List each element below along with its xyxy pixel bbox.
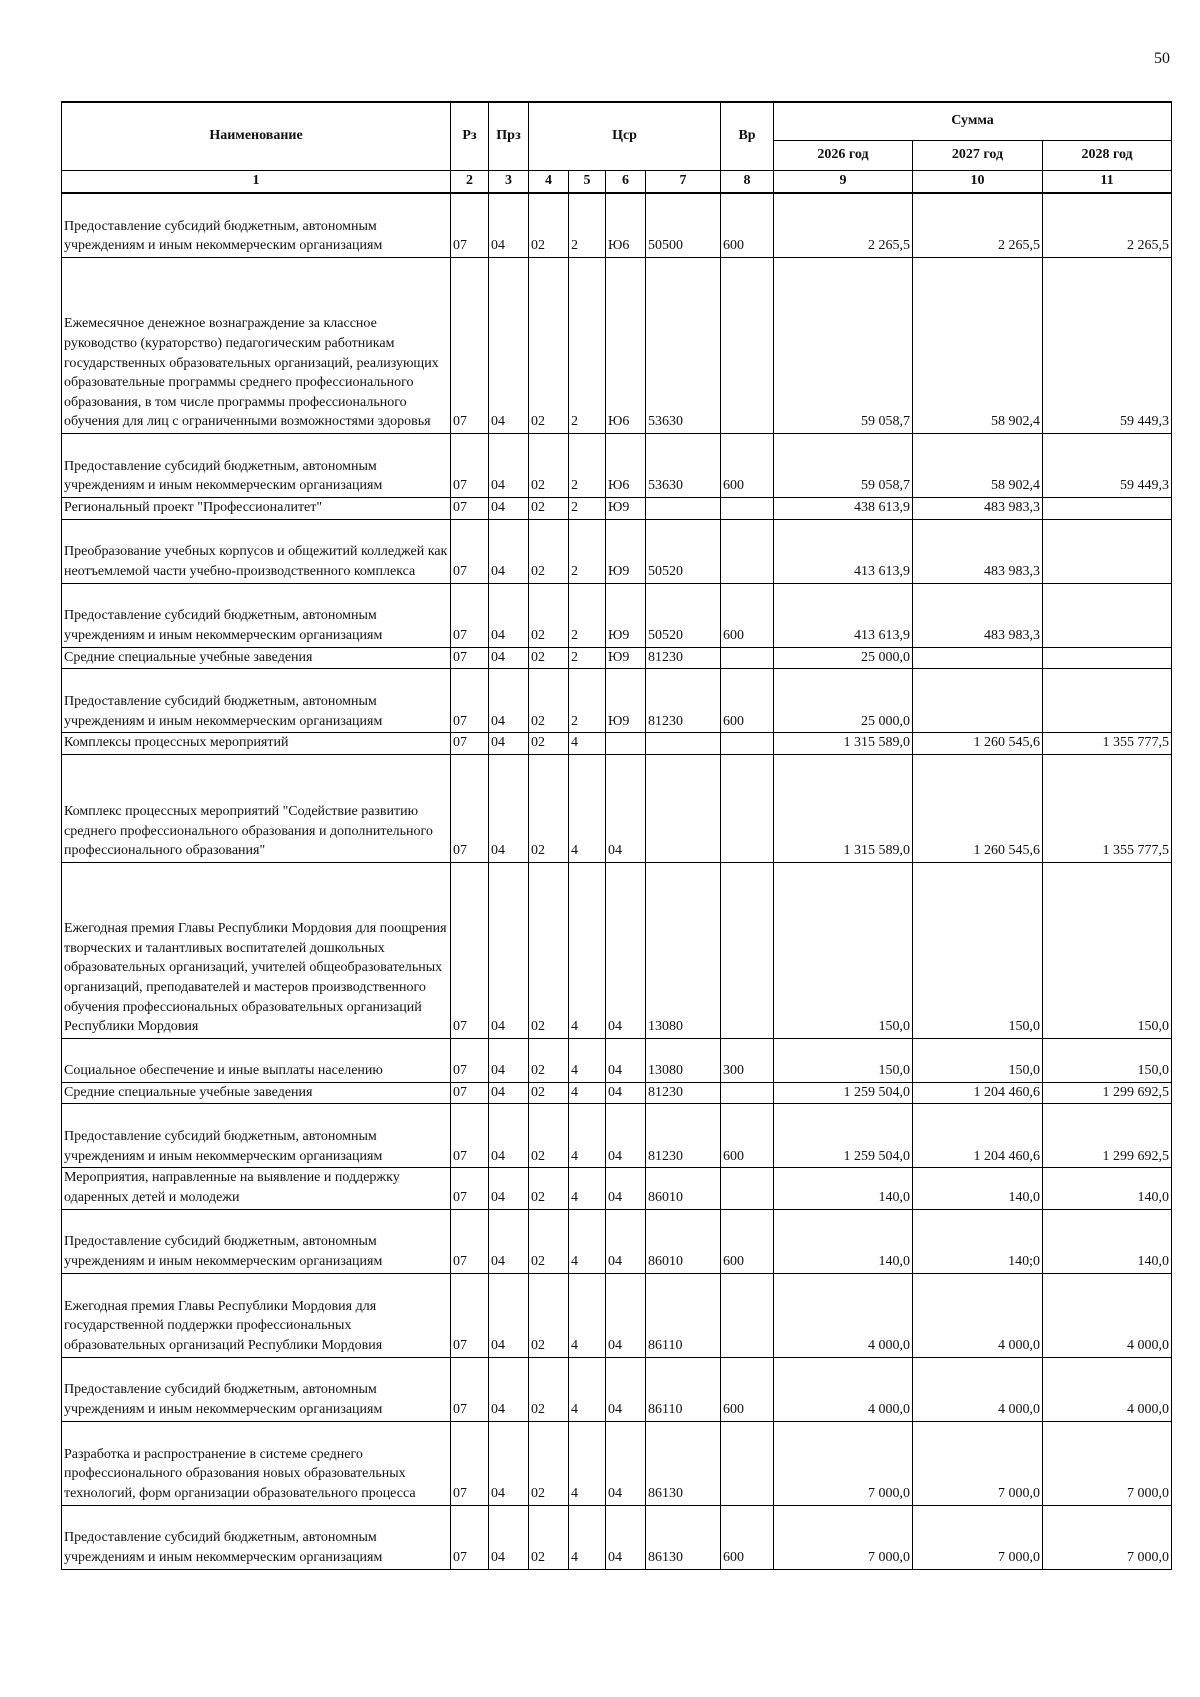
row-csr-direction: 86130 [646, 1421, 721, 1505]
table-row [62, 1273, 1172, 1357]
row-rz: 07 [451, 434, 489, 498]
row-sum-2026: 25 000,0 [774, 669, 913, 733]
header-vr: Вр [721, 102, 774, 170]
page-number: 50 [1154, 50, 1170, 67]
row-prz: 04 [489, 862, 529, 1038]
row-prz: 04 [489, 583, 529, 647]
row-sum-2028 [1043, 669, 1172, 733]
row-csr-type: 4 [569, 1505, 606, 1569]
row-vr: 600 [721, 1104, 774, 1168]
row-name: Предоставление субсидий бюджетным, автономным учреждениям и иным некоммерческим организациям [62, 434, 451, 498]
row-csr-program: 02 [529, 1104, 569, 1168]
row-prz: 04 [489, 1357, 529, 1421]
row-sum-2028: 1 355 777,5 [1043, 733, 1172, 755]
row-csr-type: 4 [569, 754, 606, 862]
row-sum-2026: 150,0 [774, 1038, 913, 1082]
row-vr [721, 1082, 774, 1104]
row-csr-program: 02 [529, 1209, 569, 1273]
row-csr-program: 02 [529, 669, 569, 733]
row-sum-2026: 150,0 [774, 862, 913, 1038]
row-sum-2026: 413 613,9 [774, 519, 913, 583]
row-csr-program: 02 [529, 733, 569, 755]
row-sum-2028: 1 299 692,5 [1043, 1104, 1172, 1168]
row-csr-type: 4 [569, 733, 606, 755]
row-name: Предоставление субсидий бюджетным, автономным учреждениям и иным некоммерческим организациям [62, 1209, 451, 1273]
row-csr-type: 2 [569, 193, 606, 258]
header-csr: Цср [529, 102, 721, 170]
row-sum-2027: 7 000,0 [913, 1421, 1043, 1505]
row-csr-project: 04 [606, 1168, 646, 1209]
row-csr-program: 02 [529, 1421, 569, 1505]
row-vr: 600 [721, 1505, 774, 1569]
row-sum-2028: 7 000,0 [1043, 1421, 1172, 1505]
row-csr-project [606, 733, 646, 755]
budget-table [61, 101, 1172, 1570]
row-csr-program: 02 [529, 754, 569, 862]
row-csr-type: 4 [569, 862, 606, 1038]
row-name: Преобразование учебных корпусов и общежитий колледжей как неотъемлемой части учебно-производственного комплекса [62, 519, 451, 583]
table-row [62, 258, 1172, 434]
table-row [62, 193, 1172, 258]
row-name: Социальное обеспечение и иные выплаты населению [62, 1038, 451, 1082]
row-sum-2026: 413 613,9 [774, 583, 913, 647]
row-rz: 07 [451, 1104, 489, 1168]
row-prz: 04 [489, 754, 529, 862]
row-csr-program: 02 [529, 258, 569, 434]
row-sum-2027: 1 204 460,6 [913, 1104, 1043, 1168]
row-sum-2026: 140,0 [774, 1209, 913, 1273]
row-csr-project: Ю6 [606, 258, 646, 434]
row-csr-direction: 53630 [646, 434, 721, 498]
header-year-2026: 2026 год [774, 140, 913, 170]
row-sum-2027: 140,0 [913, 1168, 1043, 1209]
column-number: 7 [646, 170, 721, 193]
row-vr [721, 1168, 774, 1209]
row-sum-2027: 1 260 545,6 [913, 754, 1043, 862]
row-csr-project: 04 [606, 1273, 646, 1357]
row-vr [721, 498, 774, 520]
row-rz: 07 [451, 754, 489, 862]
row-rz: 07 [451, 669, 489, 733]
row-vr [721, 647, 774, 669]
column-number: 1 [62, 170, 451, 193]
row-csr-project: 04 [606, 1421, 646, 1505]
table-row [62, 1421, 1172, 1505]
row-sum-2027: 1 204 460,6 [913, 1082, 1043, 1104]
row-sum-2028 [1043, 498, 1172, 520]
row-sum-2027: 58 902,4 [913, 434, 1043, 498]
row-csr-direction [646, 498, 721, 520]
row-name: Предоставление субсидий бюджетным, автономным учреждениям и иным некоммерческим организациям [62, 669, 451, 733]
row-vr: 600 [721, 583, 774, 647]
column-number: 3 [489, 170, 529, 193]
row-csr-project: Ю9 [606, 519, 646, 583]
row-sum-2027: 483 983,3 [913, 498, 1043, 520]
header-year-2027: 2027 год [913, 140, 1043, 170]
row-sum-2027: 150,0 [913, 1038, 1043, 1082]
table-row [62, 1104, 1172, 1168]
row-prz: 04 [489, 669, 529, 733]
row-csr-program: 02 [529, 583, 569, 647]
table-row [62, 583, 1172, 647]
row-csr-direction: 81230 [646, 1082, 721, 1104]
row-vr [721, 1421, 774, 1505]
row-csr-project: 04 [606, 1082, 646, 1104]
row-rz: 07 [451, 1273, 489, 1357]
row-name: Разработка и распространение в системе среднего профессионального образования новых образовательных технологий, форм организации образовательного процесса [62, 1421, 451, 1505]
row-sum-2028 [1043, 647, 1172, 669]
row-rz: 07 [451, 1082, 489, 1104]
column-number: 10 [913, 170, 1043, 193]
row-name: Региональный проект "Профессионалитет" [62, 498, 451, 520]
row-vr: 600 [721, 1357, 774, 1421]
row-vr: 600 [721, 434, 774, 498]
row-rz: 07 [451, 1168, 489, 1209]
row-rz: 07 [451, 1505, 489, 1569]
header-rz: Рз [451, 102, 489, 170]
row-name: Предоставление субсидий бюджетным, автономным учреждениям и иным некоммерческим организациям [62, 583, 451, 647]
row-prz: 04 [489, 647, 529, 669]
table-row [62, 647, 1172, 669]
row-csr-direction: 13080 [646, 862, 721, 1038]
row-csr-project: Ю6 [606, 193, 646, 258]
row-csr-project: Ю9 [606, 498, 646, 520]
column-number: 5 [569, 170, 606, 193]
row-csr-direction: 53630 [646, 258, 721, 434]
row-csr-direction: 86110 [646, 1357, 721, 1421]
row-csr-project: 04 [606, 1038, 646, 1082]
row-name: Средние специальные учебные заведения [62, 1082, 451, 1104]
row-csr-program: 02 [529, 434, 569, 498]
row-csr-type: 2 [569, 434, 606, 498]
row-sum-2028: 59 449,3 [1043, 434, 1172, 498]
row-sum-2028: 140,0 [1043, 1168, 1172, 1209]
row-vr: 300 [721, 1038, 774, 1082]
row-prz: 04 [489, 1421, 529, 1505]
row-csr-direction: 13080 [646, 1038, 721, 1082]
row-vr: 600 [721, 193, 774, 258]
row-name: Предоставление субсидий бюджетным, автономным учреждениям и иным некоммерческим организациям [62, 1505, 451, 1569]
row-name: Предоставление субсидий бюджетным, автономным учреждениям и иным некоммерческим организациям [62, 1104, 451, 1168]
row-csr-type: 2 [569, 498, 606, 520]
column-number: 4 [529, 170, 569, 193]
row-sum-2027: 2 265,5 [913, 193, 1043, 258]
row-sum-2027: 1 260 545,6 [913, 733, 1043, 755]
row-csr-type: 4 [569, 1209, 606, 1273]
row-csr-type: 4 [569, 1104, 606, 1168]
row-sum-2028: 7 000,0 [1043, 1505, 1172, 1569]
header-sum: Сумма [774, 102, 1172, 140]
table-row [62, 1082, 1172, 1104]
row-vr: 600 [721, 1209, 774, 1273]
table-row [62, 434, 1172, 498]
row-csr-direction: 86130 [646, 1505, 721, 1569]
row-csr-type: 2 [569, 583, 606, 647]
row-vr: 600 [721, 669, 774, 733]
row-csr-type: 4 [569, 1357, 606, 1421]
row-csr-type: 4 [569, 1168, 606, 1209]
row-sum-2028: 150,0 [1043, 1038, 1172, 1082]
row-name: Ежемесячное денежное вознаграждение за классное руководство (кураторство) педагогическим работникам государственных образовательных организаций, реализующих образовательные программы среднего профессионального образования, в том числе программы профессионального обучения для лиц с ограниченными возможностями здоровья [62, 258, 451, 434]
row-csr-project: 04 [606, 754, 646, 862]
row-sum-2026: 438 613,9 [774, 498, 913, 520]
row-prz: 04 [489, 498, 529, 520]
row-sum-2027 [913, 669, 1043, 733]
row-vr [721, 519, 774, 583]
row-csr-direction: 50520 [646, 583, 721, 647]
row-sum-2026: 1 315 589,0 [774, 733, 913, 755]
row-sum-2027: 483 983,3 [913, 519, 1043, 583]
row-vr [721, 862, 774, 1038]
row-prz: 04 [489, 193, 529, 258]
row-csr-direction: 81230 [646, 647, 721, 669]
row-csr-project: Ю6 [606, 434, 646, 498]
row-sum-2028 [1043, 519, 1172, 583]
row-csr-program: 02 [529, 1168, 569, 1209]
row-sum-2026: 59 058,7 [774, 434, 913, 498]
row-csr-program: 02 [529, 193, 569, 258]
table-row [62, 1209, 1172, 1273]
row-prz: 04 [489, 1505, 529, 1569]
row-sum-2026: 7 000,0 [774, 1505, 913, 1569]
row-rz: 07 [451, 733, 489, 755]
row-vr [721, 754, 774, 862]
row-csr-project: Ю9 [606, 647, 646, 669]
table-row [62, 733, 1172, 755]
row-sum-2027: 7 000,0 [913, 1505, 1043, 1569]
table-row [62, 1357, 1172, 1421]
row-sum-2027: 4 000,0 [913, 1357, 1043, 1421]
row-csr-direction: 81230 [646, 1104, 721, 1168]
header-prz: Прз [489, 102, 529, 170]
table-body [62, 170, 1172, 1569]
row-sum-2026: 4 000,0 [774, 1357, 913, 1421]
row-csr-type: 4 [569, 1273, 606, 1357]
header-year-2028: 2028 год [1043, 140, 1172, 170]
row-csr-program: 02 [529, 1273, 569, 1357]
row-vr [721, 733, 774, 755]
row-csr-type: 2 [569, 647, 606, 669]
row-csr-program: 02 [529, 1038, 569, 1082]
row-prz: 04 [489, 519, 529, 583]
row-prz: 04 [489, 1104, 529, 1168]
row-name: Средние специальные учебные заведения [62, 647, 451, 669]
row-csr-type: 2 [569, 519, 606, 583]
row-sum-2026: 1 315 589,0 [774, 754, 913, 862]
row-prz: 04 [489, 1168, 529, 1209]
row-prz: 04 [489, 434, 529, 498]
column-number: 8 [721, 170, 774, 193]
row-sum-2028: 150,0 [1043, 862, 1172, 1038]
row-rz: 07 [451, 1038, 489, 1082]
row-sum-2026: 25 000,0 [774, 647, 913, 669]
row-sum-2027: 58 902,4 [913, 258, 1043, 434]
row-rz: 07 [451, 1209, 489, 1273]
row-rz: 07 [451, 647, 489, 669]
row-sum-2028: 140,0 [1043, 1209, 1172, 1273]
row-csr-type: 2 [569, 258, 606, 434]
row-csr-direction: 50520 [646, 519, 721, 583]
row-csr-project: 04 [606, 1357, 646, 1421]
table-row [62, 498, 1172, 520]
row-sum-2028: 59 449,3 [1043, 258, 1172, 434]
row-name: Ежегодная премия Главы Республики Мордовия для поощрения творческих и талантливых воспитателей дошкольных образовательных организаций, учителей общеобразовательных организаций, преподавателей и мастеров производственного обучения профессиональных образовательных организаций Республики Мордовия [62, 862, 451, 1038]
row-rz: 07 [451, 519, 489, 583]
table-row [62, 1038, 1172, 1082]
row-sum-2026: 140,0 [774, 1168, 913, 1209]
row-sum-2026: 1 259 504,0 [774, 1104, 913, 1168]
row-csr-direction [646, 754, 721, 862]
row-sum-2028 [1043, 583, 1172, 647]
row-csr-type: 4 [569, 1038, 606, 1082]
row-sum-2026: 4 000,0 [774, 1273, 913, 1357]
row-sum-2027 [913, 647, 1043, 669]
row-sum-2027: 4 000,0 [913, 1273, 1043, 1357]
row-csr-type: 4 [569, 1421, 606, 1505]
row-csr-project: Ю9 [606, 669, 646, 733]
row-csr-type: 4 [569, 1082, 606, 1104]
table-row [62, 669, 1172, 733]
row-csr-direction: 86010 [646, 1168, 721, 1209]
row-csr-program: 02 [529, 647, 569, 669]
row-csr-program: 02 [529, 519, 569, 583]
column-number: 9 [774, 170, 913, 193]
row-sum-2027: 140;0 [913, 1209, 1043, 1273]
row-sum-2028: 1 299 692,5 [1043, 1082, 1172, 1104]
row-rz: 07 [451, 258, 489, 434]
column-number: 2 [451, 170, 489, 193]
row-rz: 07 [451, 1357, 489, 1421]
row-csr-direction: 86010 [646, 1209, 721, 1273]
row-csr-program: 02 [529, 862, 569, 1038]
row-prz: 04 [489, 733, 529, 755]
row-csr-type: 2 [569, 669, 606, 733]
row-sum-2026: 7 000,0 [774, 1421, 913, 1505]
row-csr-project: 04 [606, 1505, 646, 1569]
table-row [62, 1168, 1172, 1209]
row-prz: 04 [489, 1038, 529, 1082]
row-csr-project: 04 [606, 862, 646, 1038]
table-row [62, 754, 1172, 862]
column-number: 11 [1043, 170, 1172, 193]
row-sum-2027: 483 983,3 [913, 583, 1043, 647]
column-number: 6 [606, 170, 646, 193]
row-name: Предоставление субсидий бюджетным, автономным учреждениям и иным некоммерческим организациям [62, 193, 451, 258]
row-rz: 07 [451, 498, 489, 520]
row-csr-program: 02 [529, 1505, 569, 1569]
table-row [62, 862, 1172, 1038]
row-csr-program: 02 [529, 1357, 569, 1421]
row-csr-project: 04 [606, 1209, 646, 1273]
row-sum-2027: 150,0 [913, 862, 1043, 1038]
row-vr [721, 258, 774, 434]
row-csr-program: 02 [529, 1082, 569, 1104]
row-csr-direction [646, 733, 721, 755]
row-vr [721, 1273, 774, 1357]
row-csr-project: Ю9 [606, 583, 646, 647]
row-name: Ежегодная премия Главы Республики Мордовия для государственной поддержки профессиональных образовательных организаций Республики Мордовия [62, 1273, 451, 1357]
row-sum-2026: 1 259 504,0 [774, 1082, 913, 1104]
row-sum-2026: 59 058,7 [774, 258, 913, 434]
row-sum-2028: 2 265,5 [1043, 193, 1172, 258]
row-name: Комплекс процессных мероприятий "Содействие развитию среднего профессионального образования и дополнительного профессионального образования" [62, 754, 451, 862]
row-sum-2028: 4 000,0 [1043, 1273, 1172, 1357]
table-row [62, 519, 1172, 583]
row-sum-2028: 4 000,0 [1043, 1357, 1172, 1421]
row-sum-2028: 1 355 777,5 [1043, 754, 1172, 862]
row-prz: 04 [489, 1209, 529, 1273]
row-csr-direction: 81230 [646, 669, 721, 733]
row-name: Мероприятия, направленные на выявление и поддержку одаренных детей и молодежи [62, 1168, 451, 1209]
header-name: Наименование [62, 102, 451, 170]
row-rz: 07 [451, 583, 489, 647]
row-rz: 07 [451, 1421, 489, 1505]
row-name: Предоставление субсидий бюджетным, автономным учреждениям и иным некоммерческим организациям [62, 1357, 451, 1421]
column-number-row [62, 170, 1172, 193]
row-csr-program: 02 [529, 498, 569, 520]
row-csr-project: 04 [606, 1104, 646, 1168]
row-name: Комплексы процессных мероприятий [62, 733, 451, 755]
row-sum-2026: 2 265,5 [774, 193, 913, 258]
row-prz: 04 [489, 1273, 529, 1357]
row-prz: 04 [489, 1082, 529, 1104]
row-rz: 07 [451, 193, 489, 258]
row-csr-direction: 86110 [646, 1273, 721, 1357]
row-rz: 07 [451, 862, 489, 1038]
row-prz: 04 [489, 258, 529, 434]
table-row [62, 1505, 1172, 1569]
row-csr-direction: 50500 [646, 193, 721, 258]
